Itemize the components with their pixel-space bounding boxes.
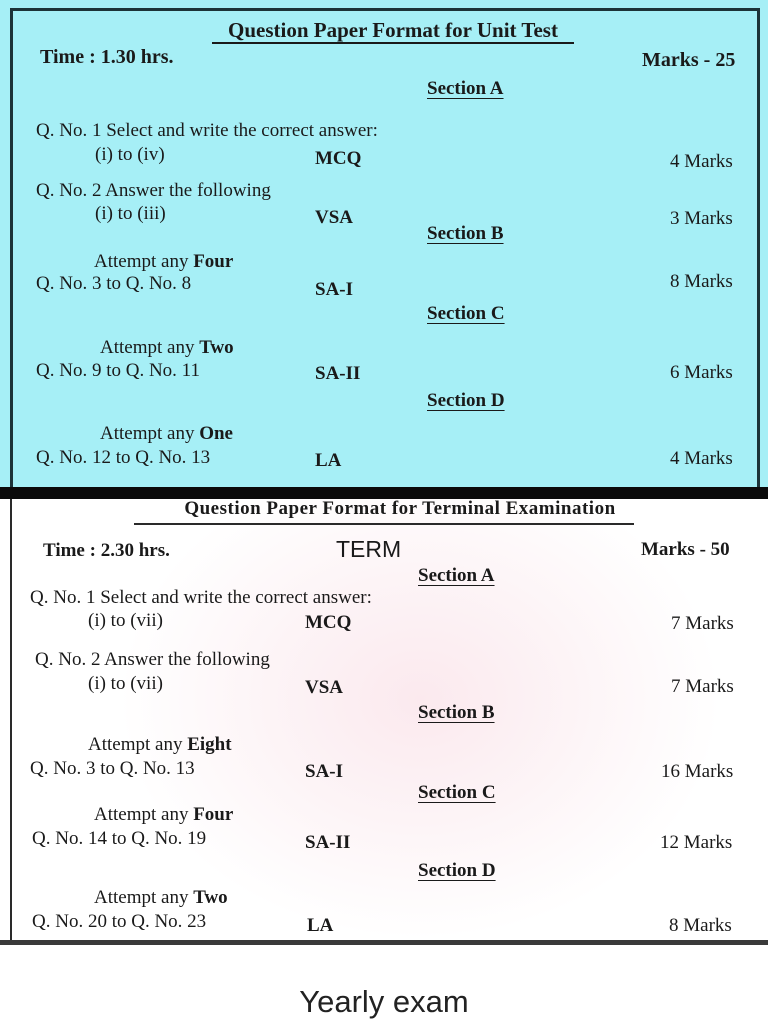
section-b-questions: Q. No. 3 to Q. No. 8: [36, 273, 192, 294]
section-d-instruction: [94, 887, 228, 909]
term-label: TERM: [336, 536, 402, 562]
section-b-heading: Section B: [418, 702, 495, 723]
title-underline: [134, 523, 634, 525]
attempt-any-text: Attempt any: [88, 734, 183, 755]
q2-marks: 7 Marks: [671, 676, 734, 697]
caption-text: Yearly exam: [299, 984, 469, 1019]
q2-type: VSA: [305, 677, 344, 698]
q1-range: (i) to (vii): [88, 610, 163, 631]
terminal-exam-title: Question Paper Format for Terminal Examination: [184, 499, 616, 519]
section-c-type: SA-II: [305, 832, 351, 853]
section-d-heading: Section D: [418, 860, 496, 881]
section-d-questions: Q. No. 20 to Q. No. 23: [32, 911, 207, 932]
unit-test-format-panel: [0, 0, 768, 487]
attempt-any-text: Attempt any: [94, 887, 189, 908]
section-c-marks: 6 Marks: [670, 362, 733, 383]
attempt-any-text: Attempt any: [94, 251, 189, 272]
section-b-heading: Section B: [427, 223, 504, 244]
section-c-questions: Q. No. 14 to Q. No. 19: [32, 828, 207, 849]
total-marks: Marks - 25: [642, 49, 736, 71]
time-label: Time : 2.30 hrs.: [43, 540, 170, 561]
q2-text: Q. No. 2 Answer the following: [36, 180, 271, 201]
q2-text: Q. No. 2 Answer the following: [35, 649, 270, 670]
q2-range: (i) to (vii): [88, 673, 163, 694]
attempt-count: Eight: [187, 734, 232, 755]
section-b-marks: 16 Marks: [661, 761, 734, 782]
attempt-count: Four: [193, 251, 234, 272]
section-a-heading: Section A: [418, 565, 495, 586]
section-d-marks: 4 Marks: [670, 448, 733, 469]
section-c-instruction: [94, 804, 233, 826]
q1-marks: 7 Marks: [671, 613, 734, 634]
section-d-type: LA: [307, 915, 334, 936]
q1-text: Q. No. 1 Select and write the correct answer:: [36, 120, 378, 141]
section-c-type: SA-II: [315, 363, 361, 384]
section-b-instruction: [88, 734, 232, 756]
attempt-count: One: [199, 423, 233, 444]
attempt-count: Two: [199, 337, 234, 358]
q1-type: MCQ: [305, 612, 352, 633]
section-d-questions: Q. No. 12 to Q. No. 13: [36, 447, 211, 468]
section-c-questions: Q. No. 9 to Q. No. 11: [36, 360, 200, 381]
section-d-heading: Section D: [427, 390, 505, 411]
section-d-instruction: [100, 423, 233, 445]
attempt-any-text: Attempt any: [94, 804, 189, 825]
total-marks: Marks - 50: [641, 539, 730, 560]
section-d-marks: 8 Marks: [669, 915, 732, 936]
section-b-type: SA-I: [305, 761, 344, 782]
q1-type: MCQ: [315, 148, 362, 169]
panel-frame-left: [10, 499, 12, 945]
q2-range: (i) to (iii): [95, 203, 166, 224]
section-d-type: LA: [315, 450, 342, 471]
panel-frame-bottom: [0, 940, 768, 945]
unit-test-title: Question Paper Format for Unit Test: [228, 18, 558, 42]
section-c-heading: Section C: [427, 303, 505, 324]
panel-frame-left: [10, 8, 13, 487]
section-b-questions: Q. No. 3 to Q. No. 13: [30, 758, 195, 779]
q1-marks: 4 Marks: [670, 151, 733, 172]
attempt-count: Two: [193, 887, 228, 908]
attempt-any-text: Attempt any: [100, 423, 195, 444]
attempt-count: Four: [193, 804, 234, 825]
q2-marks: 3 Marks: [670, 208, 733, 229]
section-c-heading: Section C: [418, 782, 496, 803]
panel-frame-right: [757, 8, 760, 487]
section-c-marks: 12 Marks: [660, 832, 733, 853]
title-underline: [212, 42, 574, 44]
section-c-instruction: [100, 337, 234, 359]
panel-frame-top: [10, 8, 760, 11]
attempt-any-text: Attempt any: [100, 337, 195, 358]
time-label: Time : 1.30 hrs.: [40, 46, 174, 68]
q1-range: (i) to (iv): [95, 144, 165, 165]
image-divider: [0, 487, 768, 499]
section-b-instruction: [94, 251, 233, 273]
section-b-marks: 8 Marks: [670, 271, 733, 292]
q1-text: Q. No. 1 Select and write the correct answer:: [30, 587, 372, 608]
section-a-heading: Section A: [427, 78, 504, 99]
terminal-exam-format-panel: [0, 499, 768, 945]
section-b-type: SA-I: [315, 279, 354, 300]
q2-type: VSA: [315, 207, 354, 228]
